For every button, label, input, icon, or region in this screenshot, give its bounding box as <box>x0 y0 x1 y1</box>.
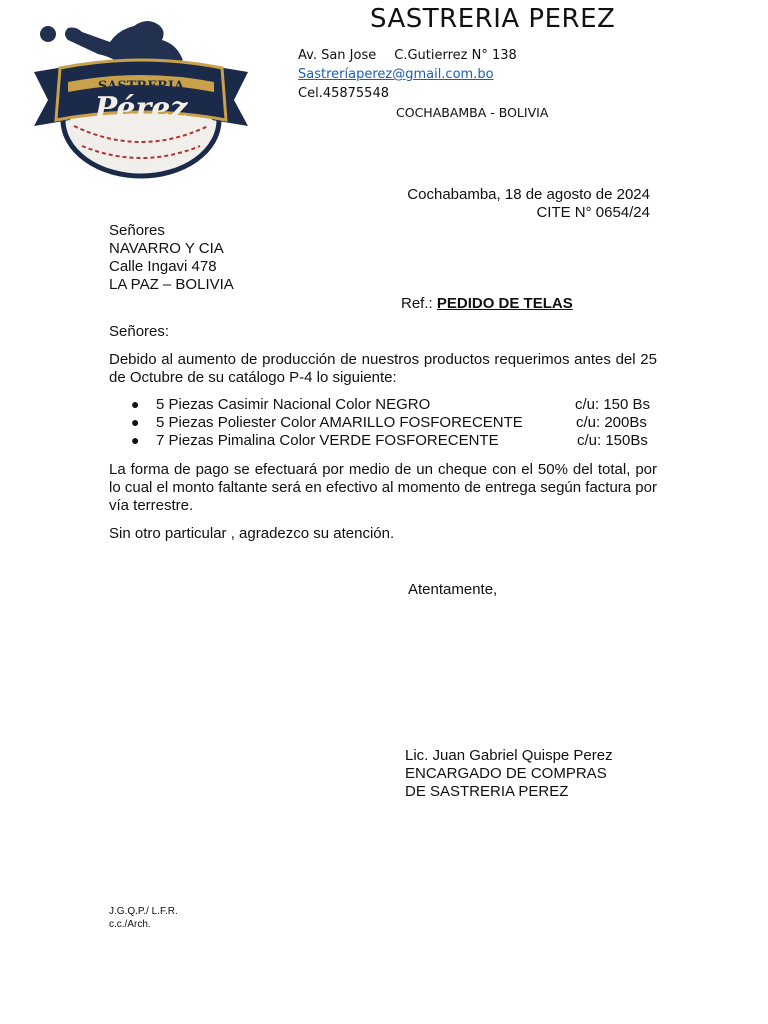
city-country: COCHABAMBA - BOLIVIA <box>396 105 549 120</box>
email-link[interactable]: Sastreríaperez@gmail.com.bo <box>298 67 494 82</box>
payment-paragraph: La forma de pago se efectuará por medio de un cheque con el 50% del total, por lo cual el monto faltante será en efectivo al momento de entrega según factura por vía terrestre. <box>109 461 657 514</box>
item-description: 5 Piezas Poliester Color AMARILLO FOSFORECENTE <box>156 414 523 431</box>
company-logo <box>30 8 252 180</box>
list-item <box>109 396 669 414</box>
signer-title: ENCARGADO DE COMPRAS <box>405 765 607 782</box>
item-price: c/u: 200Bs <box>576 414 647 431</box>
signer-name: Lic. Juan Gabriel Quispe Perez <box>405 747 613 764</box>
company-address <box>298 48 517 63</box>
intro-paragraph: Debido al aumento de producción de nuestros productos requerimos antes del 25 de Octubre de su catálogo P-4 lo siguiente: <box>109 351 657 386</box>
address-street: Av. San Jose <box>298 48 377 63</box>
copy-archive: c.c./Arch. <box>109 919 151 930</box>
phone-number: Cel.45875548 <box>298 86 389 101</box>
bullet-icon: ● <box>131 414 140 430</box>
item-price: c/u: 150 Bs <box>575 396 651 413</box>
initials: J.G.Q.P./ L.F.R. <box>109 906 178 917</box>
bullet-icon: ● <box>131 396 140 412</box>
item-price: c/u: 150Bs <box>577 432 648 449</box>
item-description: 5 Piezas Casimir Nacional Color NEGRO <box>156 396 431 413</box>
company-name: SASTRERIA PEREZ <box>370 4 616 34</box>
letter-date: Cochabamba, 18 de agosto de 2024 <box>407 186 650 203</box>
list-item <box>109 432 669 450</box>
farewell: Atentamente, <box>408 581 498 598</box>
recipient-name: NAVARRO Y CIA <box>109 240 224 257</box>
ref-label: Ref.: <box>401 295 433 312</box>
address-corner: C.Gutierrez N° 138 <box>394 48 517 63</box>
signer-org: DE SASTRERIA PEREZ <box>405 783 569 800</box>
reference-line <box>401 295 573 313</box>
recipient-greeting: Señores <box>109 222 165 239</box>
ref-value: PEDIDO DE TELAS <box>436 295 573 312</box>
logo-banner-text: SASTRERIA <box>97 79 185 94</box>
logo-name-text: Pérez <box>94 91 188 126</box>
list-item <box>109 414 669 432</box>
recipient-block <box>109 222 234 294</box>
closing-line: Sin otro particular , agradezco su atención. <box>109 525 395 542</box>
item-description: 7 Piezas Pimalina Color VERDE FOSFORECENTE <box>156 432 499 449</box>
letter-cite: CITE N° 0654/24 <box>536 204 650 221</box>
recipient-street: Calle Ingavi 478 <box>109 258 217 275</box>
baseball-pitcher-logo-icon <box>30 8 252 180</box>
reference-initials <box>109 905 178 931</box>
recipient-city: LA PAZ – BOLIVIA <box>109 276 234 293</box>
bullet-icon: ● <box>131 432 140 448</box>
salutation: Señores: <box>109 323 170 340</box>
order-items-list <box>109 396 669 450</box>
signature-block <box>405 747 613 801</box>
